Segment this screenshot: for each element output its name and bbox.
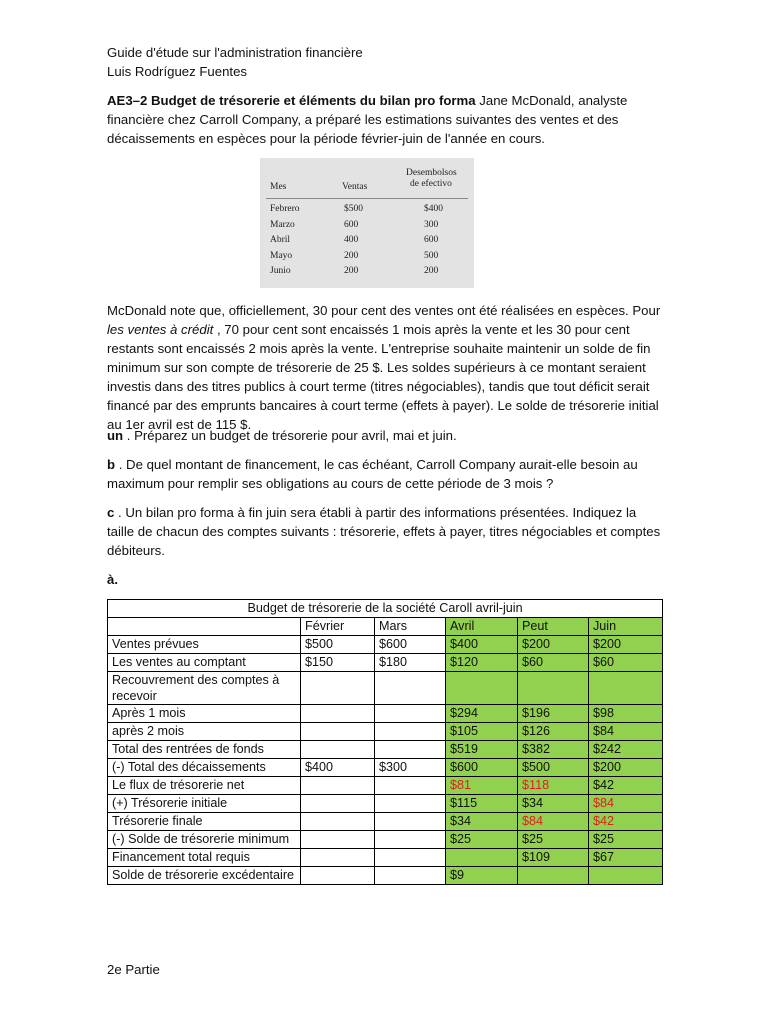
table-cell: $150 xyxy=(301,654,375,672)
column-header: Avril xyxy=(446,618,518,636)
header-author: Luis Rodríguez Fuentes xyxy=(107,63,248,79)
excerpt-cell: 400 xyxy=(344,235,359,245)
question-c xyxy=(107,503,662,560)
table-cell xyxy=(375,705,446,723)
source-data-table xyxy=(260,158,474,288)
column-header xyxy=(108,618,301,636)
question-a xyxy=(107,426,662,445)
table-cell xyxy=(301,849,375,867)
excerpt-cell: 300 xyxy=(424,219,439,230)
row-label: Les ventes au comptant xyxy=(108,654,301,672)
table-cell xyxy=(375,672,446,705)
column-header: Février xyxy=(301,618,375,636)
excerpt-cell: 200 xyxy=(424,266,439,276)
table-cell: $300 xyxy=(375,759,446,777)
table-row xyxy=(108,831,663,849)
table-cell xyxy=(301,795,375,813)
table-cell xyxy=(301,705,375,723)
excerpt-cell: 600 xyxy=(344,219,359,230)
excerpt-row xyxy=(260,235,474,250)
column-header: Juin xyxy=(589,618,663,636)
question-a-label: un xyxy=(107,428,124,443)
row-label: (+) Trésorerie initiale xyxy=(108,795,301,813)
conditions-italic: les ventes à crédit xyxy=(107,322,214,337)
table-cell: $519 xyxy=(446,741,518,759)
table-cell: $67 xyxy=(589,849,663,867)
table-cell: $500 xyxy=(518,759,589,777)
table-row xyxy=(108,741,663,759)
table-cell: $200 xyxy=(589,636,663,654)
table-cell: $600 xyxy=(375,636,446,654)
table-cell xyxy=(446,849,518,867)
answer-label: à. xyxy=(107,572,118,587)
table-cell xyxy=(375,741,446,759)
table-cell xyxy=(589,867,663,885)
table-row xyxy=(108,849,663,867)
table-cell xyxy=(375,813,446,831)
row-label: Le flux de trésorerie net xyxy=(108,777,301,795)
table-cell: $382 xyxy=(518,741,589,759)
table-row xyxy=(108,705,663,723)
table-cell: $242 xyxy=(589,741,663,759)
table-cell: $60 xyxy=(589,654,663,672)
column-header: Peut xyxy=(518,618,589,636)
table-cell: $25 xyxy=(518,831,589,849)
table-cell: $126 xyxy=(518,723,589,741)
table-cell: $34 xyxy=(446,813,518,831)
table-row xyxy=(108,813,663,831)
table-cell: $25 xyxy=(589,831,663,849)
row-label: Financement total requis xyxy=(108,849,301,867)
table-cell xyxy=(375,867,446,885)
question-c-text: . Un bilan pro forma à fin juin sera établi à partir des informations présentées. Indiquez la taille de chacun des comptes suivants : trésorerie, effets à payer, titres négociables et comptes débiteurs. xyxy=(107,505,661,558)
table-cell: $180 xyxy=(375,654,446,672)
table-cell: $25 xyxy=(446,831,518,849)
table-cell xyxy=(301,831,375,849)
table-caption: Budget de trésorerie de la société Caroll avril-juin xyxy=(108,600,663,618)
excerpt-header-month: Mes xyxy=(270,182,287,192)
table-cell xyxy=(301,867,375,885)
row-label: Trésorerie finale xyxy=(108,813,301,831)
row-label: (-) Solde de trésorerie minimum xyxy=(108,831,301,849)
table-cell xyxy=(518,672,589,705)
table-cell: $81 xyxy=(446,777,518,795)
conditions-part1: McDonald note que, officiellement, 30 pour cent des ventes ont été réalisées en espèces. Pour xyxy=(107,303,661,318)
excerpt-cell: 200 xyxy=(344,250,359,261)
table-cell xyxy=(375,849,446,867)
table-cell xyxy=(301,723,375,741)
table-cell xyxy=(375,777,446,795)
row-label: Après 1 mois xyxy=(108,705,301,723)
table-cell: $200 xyxy=(589,759,663,777)
excerpt-cell: 200 xyxy=(344,266,359,276)
table-row xyxy=(108,795,663,813)
table-cell: $600 xyxy=(446,759,518,777)
row-label: après 2 mois xyxy=(108,723,301,741)
table-cell: $196 xyxy=(518,705,589,723)
table-row xyxy=(108,777,663,795)
excerpt-header-disb-2: de efectivo xyxy=(410,179,452,189)
table-cell: $84 xyxy=(518,813,589,831)
table-cell: $400 xyxy=(301,759,375,777)
question-c-label: c xyxy=(107,505,115,520)
table-row xyxy=(108,672,663,705)
excerpt-cell: Mayo xyxy=(270,250,293,261)
table-cell xyxy=(301,777,375,795)
problem-intro: Jane McDonald, analyste financière chez Carroll Company, a préparé les estimations suivantes des ventes et des décaissements en espèces pour la période février-juin de l'année en cours. xyxy=(107,93,628,146)
excerpt-cell: Abril xyxy=(270,235,291,245)
page-footer: 2e Partie xyxy=(107,962,160,977)
problem-statement xyxy=(107,91,662,148)
table-cell: $84 xyxy=(589,795,663,813)
table-cell: $42 xyxy=(589,777,663,795)
table-row xyxy=(108,636,663,654)
table-cell xyxy=(446,672,518,705)
excerpt-row xyxy=(260,251,474,266)
question-a-text: . Préparez un budget de trésorerie pour avril, mai et juin. xyxy=(123,428,457,443)
table-row xyxy=(108,723,663,741)
table-cell: $9 xyxy=(446,867,518,885)
table-row xyxy=(108,759,663,777)
table-cell: $105 xyxy=(446,723,518,741)
row-label: Solde de trésorerie excédentaire xyxy=(108,867,301,885)
column-header: Mars xyxy=(375,618,446,636)
table-cell xyxy=(375,795,446,813)
table-cell: $400 xyxy=(446,636,518,654)
excerpt-row xyxy=(260,266,474,281)
table-cell: $34 xyxy=(518,795,589,813)
table-cell xyxy=(301,672,375,705)
table-cell xyxy=(589,672,663,705)
question-b-label: b xyxy=(107,457,116,472)
excerpt-cell: 500 xyxy=(424,250,439,261)
table-row xyxy=(108,654,663,672)
table-cell xyxy=(375,723,446,741)
row-label: Total des rentrées de fonds xyxy=(108,741,301,759)
document-header xyxy=(107,44,363,81)
table-caption-row xyxy=(108,600,663,618)
table-cell xyxy=(518,867,589,885)
excerpt-header-disb-1: Desembolsos xyxy=(406,168,457,178)
problem-title: AE3–2 Budget de trésorerie et éléments du bilan pro forma xyxy=(107,93,476,108)
question-b xyxy=(107,455,662,493)
table-cell: $42 xyxy=(589,813,663,831)
table-cell: $115 xyxy=(446,795,518,813)
table-cell xyxy=(375,831,446,849)
row-label: (-) Total des décaissements xyxy=(108,759,301,777)
excerpt-cell: Junio xyxy=(270,266,291,276)
excerpt-header-sales: Ventas xyxy=(342,182,368,192)
conditions-part2: , 70 pour cent sont encaissés 1 mois après la vente et les 30 pour cent restants sont encaissés 2 mois après la vente. L'entreprise souhaite maintenir un solde de fin minimum sur son compte de trésorerie de 25 $. Les soldes supérieurs à ce montant seraient investis dans des titres publics à court terme (titres négociables), tandis que tout déficit serait financé par des emprunts bancaires à court terme (effets à payer). Le solde de trésorerie initial au 1er avril est de 115 $. xyxy=(107,322,659,432)
excerpt-cell: $400 xyxy=(424,204,443,214)
table-cell: $60 xyxy=(518,654,589,672)
table-header-row xyxy=(108,618,663,636)
excerpt-row xyxy=(260,220,474,235)
table-cell: $500 xyxy=(301,636,375,654)
table-row xyxy=(108,867,663,885)
excerpt-row xyxy=(260,204,474,219)
excerpt-cell: Marzo xyxy=(270,219,295,230)
row-label: Ventes prévues xyxy=(108,636,301,654)
excerpt-divider xyxy=(266,198,468,199)
table-cell xyxy=(301,741,375,759)
table-cell: $118 xyxy=(518,777,589,795)
table-cell: $84 xyxy=(589,723,663,741)
table-cell xyxy=(301,813,375,831)
excerpt-cell: $500 xyxy=(344,204,363,214)
table-cell: $120 xyxy=(446,654,518,672)
header-course-title: Guide d'étude sur l'administration financière xyxy=(107,45,363,60)
table-cell: $109 xyxy=(518,849,589,867)
paragraph-conditions xyxy=(107,301,662,434)
excerpt-cell: 600 xyxy=(424,235,439,245)
cash-budget-table xyxy=(107,599,663,885)
table-cell: $98 xyxy=(589,705,663,723)
excerpt-cell: Febrero xyxy=(270,204,300,214)
question-b-text: . De quel montant de financement, le cas échéant, Carroll Company aurait-elle besoin au maximum pour remplir ses obligations au cours de cette période de 3 mois ? xyxy=(107,457,638,491)
row-label: Recouvrement des comptes à recevoir xyxy=(108,672,301,705)
table-cell: $294 xyxy=(446,705,518,723)
table-cell: $200 xyxy=(518,636,589,654)
